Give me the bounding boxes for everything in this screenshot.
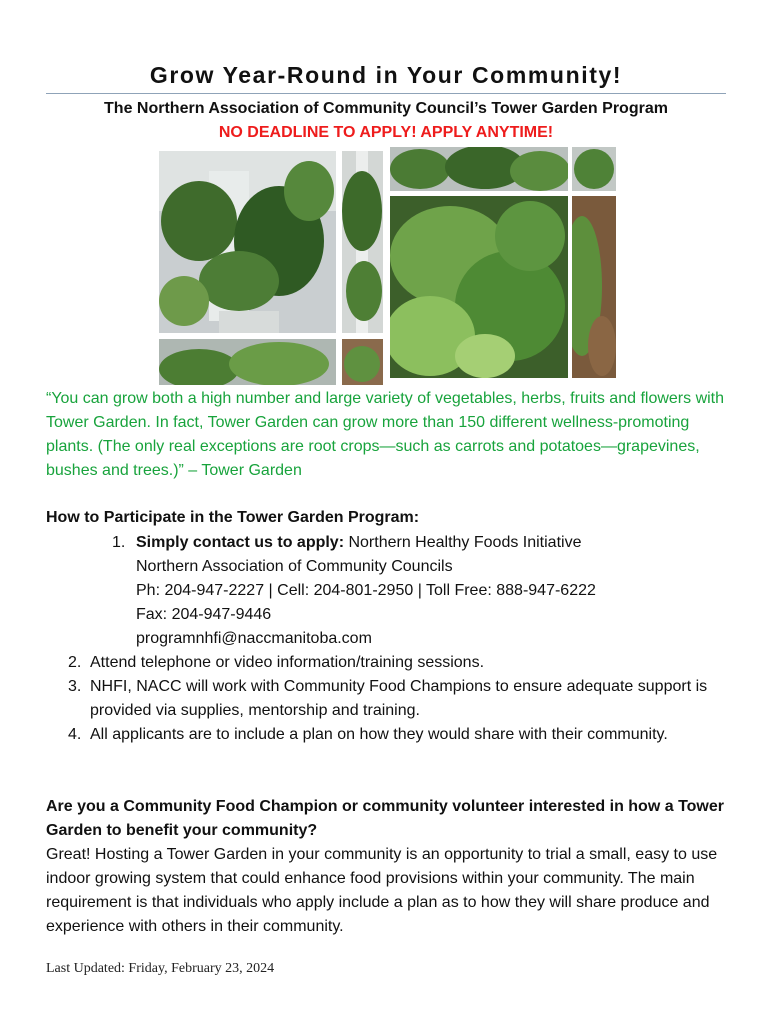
tower-garden-photo-5 (390, 196, 568, 378)
step-4 (46, 723, 736, 747)
participation-steps (46, 531, 736, 747)
tower-garden-photo-1 (159, 151, 336, 333)
tower-garden-photo-4 (572, 147, 616, 191)
how-to-participate-heading: How to Participate in the Tower Garden Program: (46, 509, 420, 526)
contact-fax: Fax: 204-947-9446 (136, 606, 272, 623)
step-text: Attend telephone or video information/training sessions. (90, 654, 485, 671)
champion-question-heading: Are you a Community Food Champion or community volunteer interested in how a Tower Garden to benefit your community? (46, 798, 724, 839)
step-3 (46, 675, 736, 723)
last-updated: Last Updated: Friday, February 23, 2024 (46, 961, 275, 976)
tower-garden-photo-8 (342, 339, 383, 385)
step-number: 2. (68, 654, 82, 671)
tower-garden-photo-3 (390, 147, 568, 191)
program-subtitle: The Northern Association of Community Council’s Tower Garden Program (104, 100, 668, 117)
tower-garden-photo-6 (572, 196, 616, 378)
step-number: 4. (68, 726, 82, 743)
step-1-lead: Simply contact us to apply: (136, 534, 345, 551)
champion-body-text: Great! Hosting a Tower Garden in your community is an opportunity to trial a small, easy to use indoor growing system that could enhance food provisions within your community. The main requirement is that individuals who apply include a plan as to how they will share produce and experience with others in their community. (46, 846, 718, 935)
contact-organization: Northern Association of Community Councils (136, 558, 453, 575)
contact-email[interactable]: programnhfi@naccmanitoba.com (136, 630, 372, 647)
title-divider (46, 93, 726, 94)
step-text: All applicants are to include a plan on how they would share with their community. (90, 726, 668, 743)
step-number: 3. (68, 678, 82, 695)
step-1 (46, 531, 736, 651)
step-1-lead-rest: Northern Healthy Foods Initiative (344, 534, 582, 551)
tower-garden-photo-2 (342, 151, 383, 333)
step-2 (46, 651, 736, 675)
deadline-notice: NO DEADLINE TO APPLY! APPLY ANYTIME! (218, 124, 554, 141)
contact-phones: Ph: 204-947-2227 | Cell: 204-801-2950 | Toll Free: 888-947-6222 (136, 582, 596, 599)
step-number: 1. (112, 534, 126, 551)
page-title: Grow Year-Round in Your Community! (149, 62, 623, 88)
tower-garden-quote: “You can grow both a high number and large variety of vegetables, herbs, fruits and flowers with Tower Garden. In fact, Tower Garden can grow more than 150 different wellness-promoting plants. (The only real exceptions are root crops—such as carrots and potatoes—grapevines, bushes and trees.)” – Tower Garden (46, 390, 725, 479)
tower-garden-photo-7 (159, 339, 336, 385)
step-text: NHFI, NACC will work with Community Food Champions to ensure adequate support is provided via supplies, mentorship and training. (90, 678, 708, 719)
